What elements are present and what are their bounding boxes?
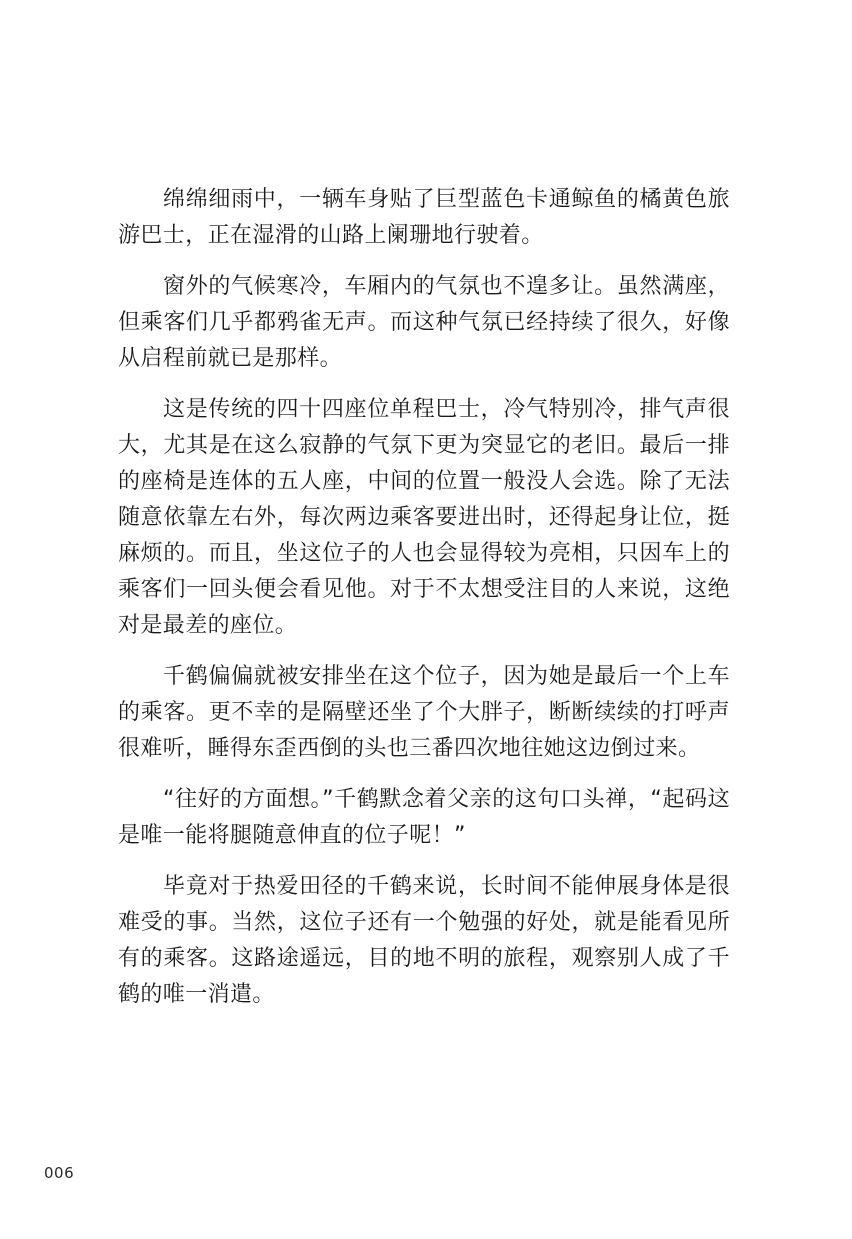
paragraph-1: 绵绵细雨中，一辆车身贴了巨型蓝色卡通鲸鱼的橘黄色旅游巴士，正在湿滑的山路上阑珊地行驶着。 <box>118 187 730 248</box>
paragraph-6: 毕竟对于热爱田径的千鹤来说，长时间不能伸展身体是很难受的事。当然，这位子还有一个勉强的好处，就是能看见所有的乘客。这路途遥远，目的地不明的旅程，观察别人成了千鹤的唯一消遣。 <box>118 874 730 1007</box>
paragraph-2: 窗外的气候寒冷，车厢内的气氛也不遑多让。虽然满座，但乘客们几乎都鸦雀无声。而这种气氛已经持续了很久，好像从启程前就已是那样。 <box>118 274 730 371</box>
paragraph-3: 这是传统的四十四座位单程巴士，冷气特别冷，排气声很大，尤其是在这么寂静的气氛下更为突显它的老旧。最后一排的座椅是连体的五人座，中间的位置一般没人会选。除了无法随意依靠左右外，每次两边乘客要进出时，还得起身让位，挺麻烦的。而且，坐这位子的人也会显得较为亮相，只因车上的乘客们一回头便会看见他。对于不太想受注目的人来说，这绝对是最差的座位。 <box>118 397 730 638</box>
paragraph-4: 千鹤偏偏就被安排坐在这个位子，因为她是最后一个上车的乘客。更不幸的是隔壁还坐了个大胖子，断断续续的打呼声很难听，睡得东歪西倒的头也三番四次地往她这边倒过来。 <box>118 664 730 761</box>
page-number: 006 <box>44 1164 75 1182</box>
body-text <box>118 182 730 1028</box>
paragraph-5: “往好的方面想。”千鹤默念着父亲的这句口头禅，“起码这是唯一能将腿随意伸直的位子呢！” <box>118 787 730 848</box>
